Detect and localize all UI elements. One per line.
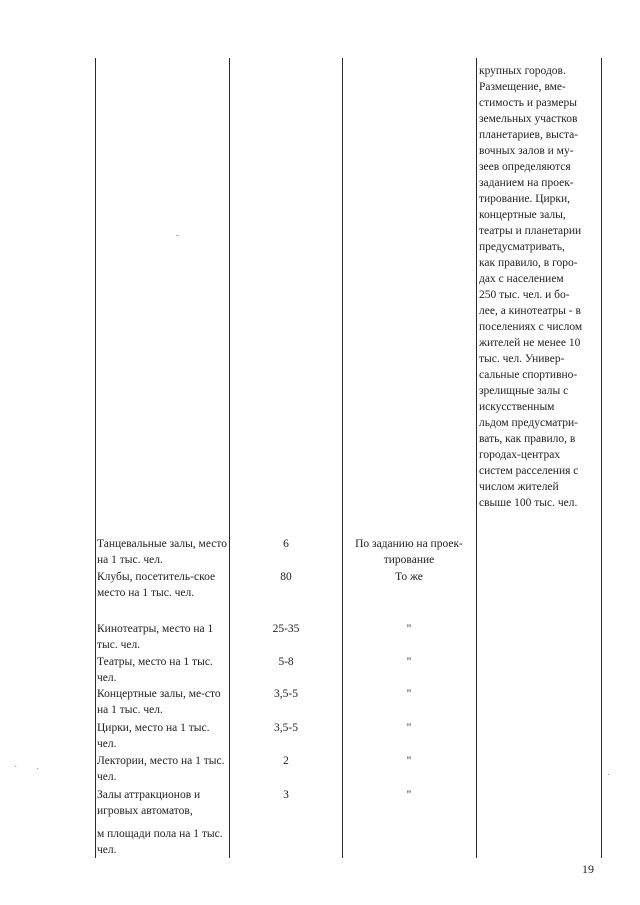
- row-name: Залы аттракционов и игровых автоматов,: [97, 789, 201, 817]
- table-divider-1: [229, 58, 230, 858]
- row-value: 3,5-5: [274, 722, 298, 734]
- row-note: ": [406, 722, 412, 734]
- note-line: предусматривать,: [479, 241, 565, 253]
- table-border-left: [95, 58, 96, 858]
- note-line: театры и планетарии: [479, 225, 582, 237]
- row-name: Театры, место на 1 тыс. чел.: [97, 656, 213, 684]
- row-name: м площади пола на 1 тыс. чел.: [97, 828, 223, 856]
- note-line: числом жителей: [479, 481, 559, 493]
- note-line: тирование. Цирки,: [479, 193, 571, 205]
- note-line: льдом предусматри-: [479, 417, 578, 429]
- row-value: 25-35: [272, 623, 300, 635]
- requirements-note: [479, 63, 600, 511]
- scan-speck: ·: [14, 762, 18, 773]
- row-name: Концертные залы, ме-сто на 1 тыс. чел.: [97, 688, 221, 716]
- note-line: земельных участков: [479, 113, 578, 125]
- note-line: вочных залов и му-: [479, 145, 574, 157]
- note-line: зеев определяются: [479, 161, 571, 173]
- table-divider-3: [476, 58, 477, 858]
- table-divider-2: [342, 58, 343, 858]
- note-line: дах с населением: [479, 273, 564, 285]
- note-line: как правило, в горо-: [479, 257, 578, 269]
- page-number: 19: [582, 862, 594, 876]
- note-line: жителей не менее 10: [479, 337, 581, 349]
- row-note: ": [406, 755, 412, 767]
- note-line: 250 тыс. чел. и бо-: [479, 289, 570, 301]
- row-name: Лектории, место на 1 тыс. чел.: [97, 755, 225, 783]
- row-name: Цирки, место на 1 тыс. чел.: [97, 722, 210, 750]
- note-line: стимость и размеры: [479, 97, 577, 109]
- note-line: поселениях с числом: [479, 321, 583, 333]
- row-value: 3,5-5: [274, 688, 298, 700]
- row-value: 2: [283, 755, 289, 767]
- row-note: ": [406, 688, 412, 700]
- note-line: сальные спортивно-: [479, 369, 578, 381]
- note-line: Размещение, вме-: [479, 81, 566, 93]
- note-line: лее, а кинотеатры - в: [479, 305, 581, 317]
- row-note: По заданию на проек-тирование: [355, 538, 463, 566]
- note-line: крупных городов.: [479, 65, 566, 77]
- table-border-right: [601, 58, 602, 858]
- row-value: 6: [283, 538, 289, 550]
- row-name: Клубы, посетитель-ское место на 1 тыс. чел.: [97, 571, 216, 599]
- scan-speck: -: [176, 230, 180, 241]
- note-line: тыс. чел. Универ-: [479, 353, 565, 365]
- note-line: вать, как правило, в: [479, 433, 576, 445]
- note-line: искусственным: [479, 401, 555, 413]
- note-line: свыше 100 тыс. чел.: [479, 497, 578, 509]
- scan-speck: ·: [36, 764, 40, 775]
- note-line: систем расселения с: [479, 465, 579, 477]
- row-value: 80: [280, 571, 292, 583]
- scan-speck: ·: [607, 770, 611, 781]
- note-line: городах-центрах: [479, 449, 561, 461]
- note-line: концертные залы,: [479, 209, 566, 221]
- row-note: То же: [395, 571, 423, 583]
- row-note: ": [406, 623, 412, 635]
- row-name: Танцевальные залы, место на 1 тыс. чел.: [97, 538, 227, 566]
- note-line: заданием на проек-: [479, 177, 574, 189]
- row-note: ": [406, 656, 412, 668]
- row-value: 3: [283, 789, 289, 801]
- note-line: зрелищные залы с: [479, 385, 569, 397]
- row-name: Кинотеатры, место на 1 тыс. чел.: [97, 623, 214, 651]
- row-value: 5-8: [278, 656, 294, 668]
- note-line: планетариев, выста-: [479, 129, 579, 141]
- row-note: ": [406, 789, 412, 801]
